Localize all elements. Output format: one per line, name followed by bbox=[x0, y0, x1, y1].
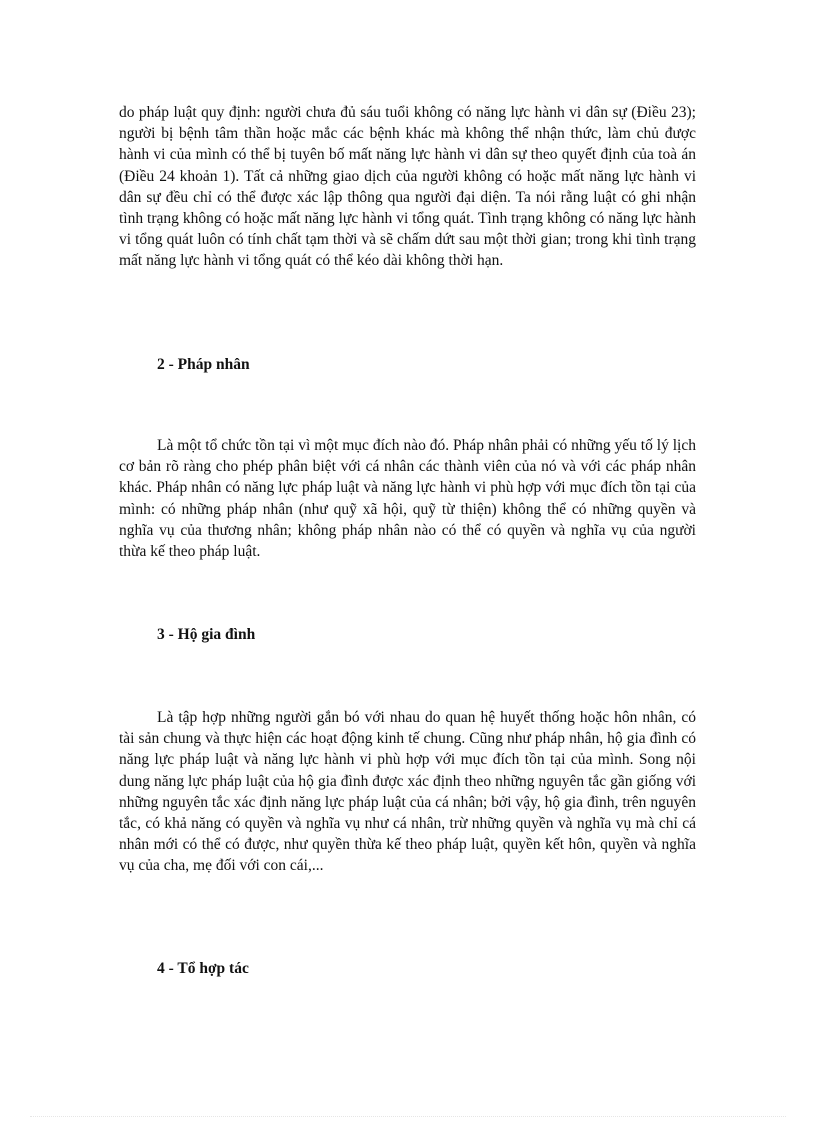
page-bottom-divider bbox=[30, 1116, 786, 1117]
heading-legal-entity: 2 - Pháp nhân bbox=[157, 356, 250, 373]
heading-household: 3 - Hộ gia đình bbox=[157, 626, 256, 643]
paragraph-legal-entity: Là một tổ chức tồn tại vì một mục đích nào đó. Pháp nhân phải có những yếu tố lý lịch cơ bản rõ ràng cho phép phân biệt với cá nhân các thành viên của nó và với các pháp nhân khác. Pháp nhân có năng lực pháp luật và năng lực hành vi phù hợp với mục đích tồn tại của mình: có những pháp nhân (như quỹ xã hội, quỹ từ thiện) không thể có những quyền và nghĩa vụ của thương nhân; không pháp nhân nào có thể có quyền và nghĩa vụ của người thừa kế theo pháp luật. bbox=[119, 437, 696, 561]
heading-cooperative: 4 - Tổ hợp tác bbox=[157, 960, 249, 977]
paragraph-capacity: do pháp luật quy định: người chưa đủ sáu tuổi không có năng lực hành vi dân sự (Điều 23); người bị bệnh tâm thần hoặc mắc các bệnh khác mà không thể nhận thức, làm chủ được hành vi của mình có thể bị tuyên bố mất năng lực hành vi dân sự theo quyết định của toà án (Điều 24 khoản 1). Tất cả những giao dịch của người không có hoặc mất năng lực hành vi dân sự đều chỉ có thể được xác lập thông qua người đại diện. Ta nói rằng luật có ghi nhận tình trạng không có hoặc mất năng lực hành vi tổng quát. Tình trạng không có năng lực hành vi tổng quát luôn có tính chất tạm thời và sẽ chấm dứt sau một thời gian; trong khi tình trạng mất năng lực hành vi tổng quát có thể kéo dài không thời hạn. bbox=[119, 104, 696, 270]
paragraph-household: Là tập hợp những người gắn bó với nhau do quan hệ huyết thống hoặc hôn nhân, có tài sản chung và thực hiện các hoạt động kinh tế chung. Cũng như pháp nhân, hộ gia đình có năng lực pháp luật và năng lực hành vi phù hợp với mục đích tồn tại của mình. Song nội dung năng lực pháp luật của hộ gia đình được xác định theo những nguyên tắc gần giống với những nguyên tắc xác định năng lực pháp luật của cá nhân; bởi vậy, hộ gia đình, trên nguyên tắc, có khả năng có quyền và nghĩa vụ như cá nhân, trừ những quyền và nghĩa vụ mà chỉ cá nhân mới có thể có được, như quyền thừa kế theo pháp luật, quyền kết hôn, quyền và nghĩa vụ của cha, mẹ đối với con cái,... bbox=[119, 709, 696, 875]
